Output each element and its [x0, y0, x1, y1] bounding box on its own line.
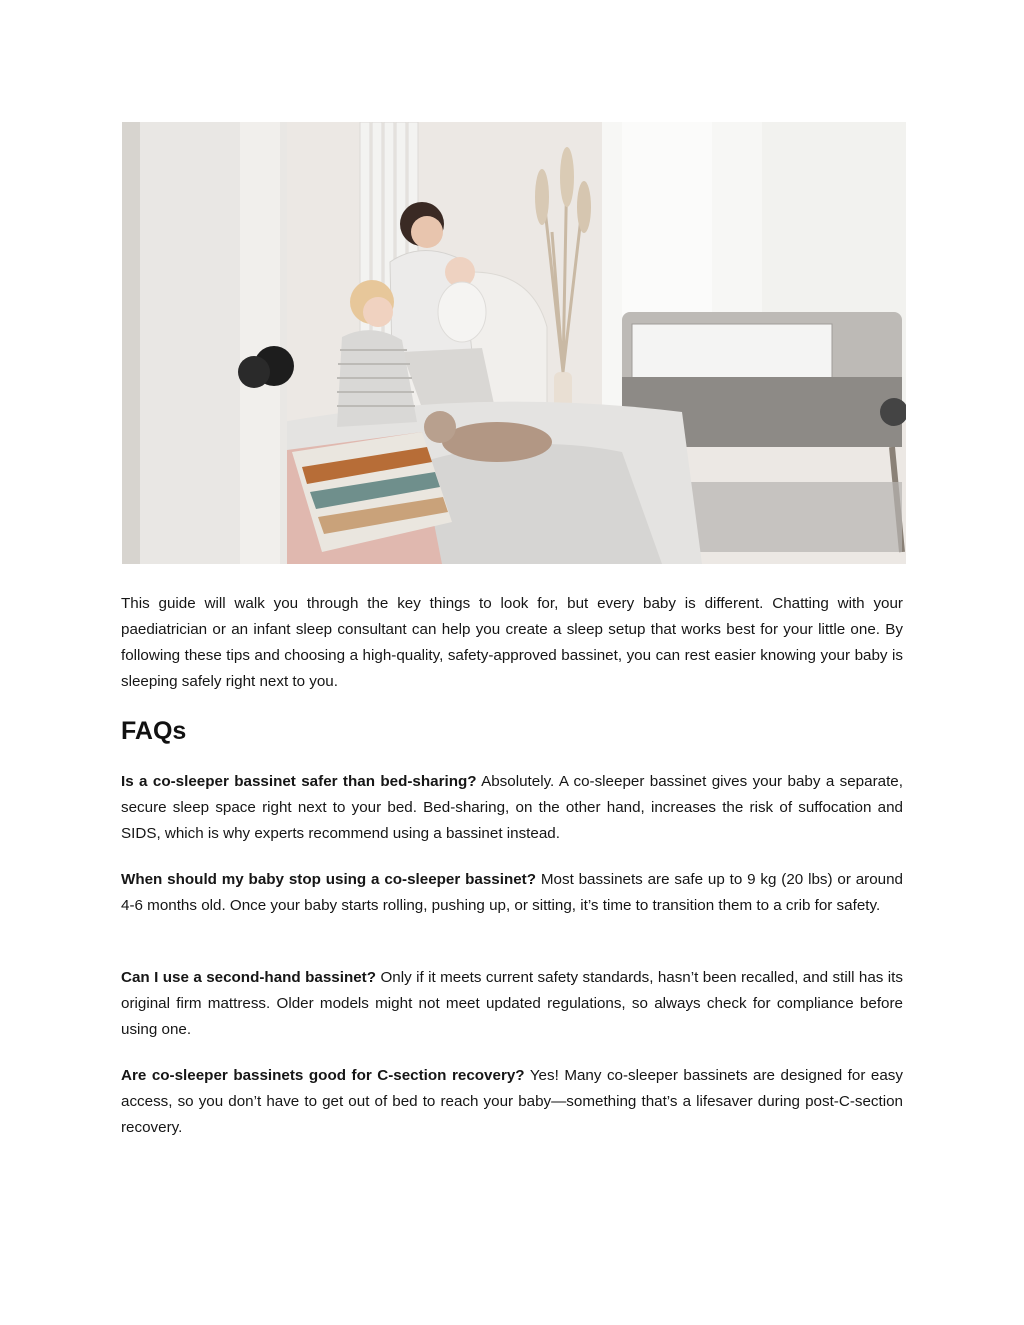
faq-answer: Absolutely. A co-sleeper bassinet gives your baby a separate, secure sleep space right next to your bed. Bed-sharing, on the other hand, increases the risk of suffocation and SIDS, which is why experts recommend using a bassinet instead. [121, 773, 903, 842]
intro-paragraph: This guide will walk you through the key things to look for, but every baby is different. Chatting with your paediatrician or an infant sleep consultant can help you create a sleep setup that works best for your little one. By following these tips and choosing a high-quality, safety-approved bassinet, you can rest easier knowing your baby is sleeping safely right next to you. [121, 595, 903, 690]
faq-item [121, 965, 903, 1043]
faq-answer: Only if it meets current safety standards, hasn’t been recalled, and still has its original firm mattress. Older models might not meet updated regulations, so always check for compliance before using one. [121, 969, 903, 1038]
faq-question: Can I use a second-hand bassinet? [121, 969, 377, 986]
faq-question: When should my baby stop using a co-sleeper bassinet? [121, 871, 537, 888]
faq-item [121, 867, 903, 919]
faq-item [121, 769, 903, 847]
faq-heading: FAQs [121, 717, 187, 745]
nursery-photo [122, 122, 906, 564]
faq-item [121, 1063, 903, 1141]
nursery-photo-illustration [122, 122, 906, 564]
faq-answer: Most bassinets are safe up to 9 kg (20 lbs) or around 4-6 months old. Once your baby starts rolling, pushing up, or sitting, it’s time to transition them to a crib for safety. [121, 871, 903, 914]
faq-answer: Yes! Many co-sleeper bassinets are designed for easy access, so you don’t have to get out of bed to reach your baby—something that’s a lifesaver during post-C-section recovery. [121, 1067, 903, 1136]
faq-question: Are co-sleeper bassinets good for C-section recovery? [121, 1067, 525, 1084]
faq-question: Is a co-sleeper bassinet safer than bed-sharing? [121, 773, 477, 790]
